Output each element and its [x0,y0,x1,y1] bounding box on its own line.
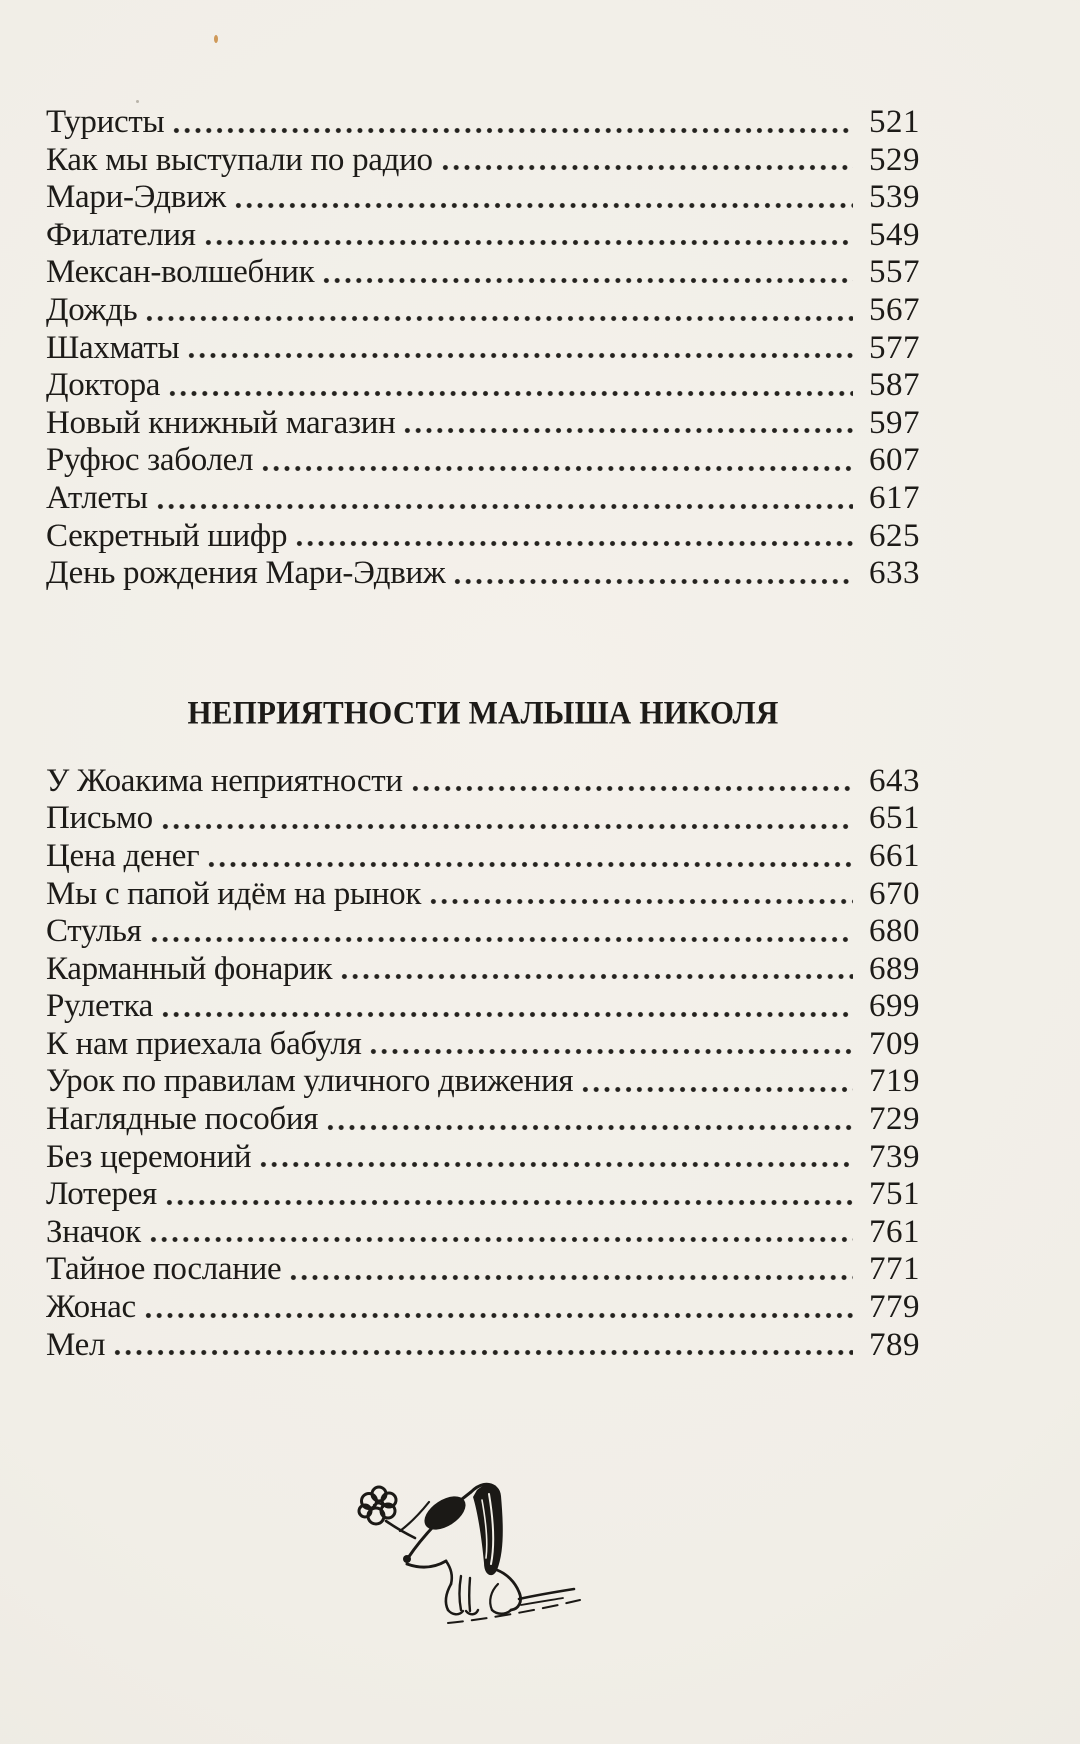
toc-entry-page: 670 [869,875,920,912]
toc-entry-page: 617 [869,479,920,516]
toc-entry-page: 729 [869,1101,920,1138]
toc-entry-page: 699 [869,988,920,1025]
illustration-container [46,1458,920,1678]
dot-leader [148,1214,853,1252]
dot-leader [410,763,853,801]
toc-entry [46,1139,920,1177]
dot-leader [164,1176,853,1214]
toc-entry-page: 625 [869,517,920,554]
toc-entry-title: Стулья [46,913,142,950]
toc-entry-page: 771 [869,1251,920,1288]
toc-entry [46,292,920,330]
dot-leader [260,442,853,480]
toc-entry [46,1251,920,1289]
toc-entry-title: Значок [46,1213,141,1250]
dot-leader [203,217,853,255]
dot-leader [160,800,853,838]
toc-entry [46,800,920,838]
dot-leader [339,951,853,989]
toc-entry-title: Наглядные пособия [46,1101,319,1138]
toc-entry-page: 739 [869,1138,920,1175]
toc-entry-title: Атлеты [46,479,148,516]
dot-leader [325,1101,853,1139]
toc-entry-page: 577 [869,329,920,366]
toc-entry-page: 529 [869,141,920,178]
toc-entry [46,480,920,518]
toc-entry [46,104,920,142]
toc-entry-page: 539 [869,179,920,216]
dot-leader [186,330,853,368]
toc-entry-title: Цена денег [46,837,200,874]
toc-entry [46,876,920,914]
toc-entry-title: Туристы [46,104,165,140]
dot-leader [580,1063,853,1101]
toc-entry [46,1176,920,1214]
section-heading: НЕПРИЯТНОСТИ МАЛЫША НИКОЛЯ [187,693,779,731]
toc-entry-page: 587 [869,367,920,404]
dot-leader [258,1139,853,1177]
toc-entry-title: К нам приехала бабуля [46,1025,362,1062]
dot-leader [402,405,853,443]
paper-speck [136,100,139,103]
dot-leader [428,876,853,914]
dot-leader [233,179,853,217]
toc-entry-page: 557 [869,254,920,291]
toc-entry-page: 597 [869,404,920,441]
dot-leader [368,1026,853,1064]
toc-entry [46,367,920,405]
toc-entry-title: Мексан-волшебник [46,254,315,291]
toc-entry-title: Новый книжный магазин [46,404,396,441]
toc-entry-title: Мари-Эдвиж [46,179,226,216]
toc-entry-title: День рождения Мари-Эдвиж [46,555,446,592]
toc-entry-page: 633 [869,555,920,592]
toc-entry-title: Письмо [46,800,153,837]
toc-entry-title: Карманный фонарик [46,950,333,987]
toc-section-2 [46,763,920,1365]
dot-leader [144,292,853,330]
dot-leader [149,913,853,951]
toc-entry-title: Мы с папой идём на рынок [46,875,422,912]
toc-entry [46,951,920,989]
toc-entry-page: 521 [869,104,920,140]
toc-entry [46,142,920,180]
toc-entry [46,1289,920,1327]
toc-section-1 [46,104,920,593]
toc-entry-page: 761 [869,1213,920,1250]
toc-entry [46,217,920,255]
toc-entry-page: 779 [869,1289,920,1326]
toc-entry [46,763,920,801]
toc-entry-title: Руфюс заболел [46,442,254,479]
toc-entry [46,179,920,217]
toc-entry-title: Шахматы [46,329,180,366]
dot-leader [288,1251,853,1289]
dot-leader [112,1327,853,1365]
toc-entry [46,988,920,1026]
toc-entry-page: 567 [869,291,920,328]
toc-entry-title: Дождь [46,291,138,328]
dog-with-flower-illustration [330,1458,600,1678]
toc-entry [46,518,920,556]
toc-entry [46,913,920,951]
toc-entry-page: 643 [869,762,920,799]
toc-entry [46,1327,920,1365]
toc-entry [46,1026,920,1064]
toc-entry-title: Жонас [46,1289,136,1326]
dot-leader [452,555,853,593]
toc-entry [46,405,920,443]
paper-speck [214,35,218,43]
dot-leader [440,142,853,180]
toc-entry [46,1214,920,1252]
toc-entry-page: 661 [869,837,920,874]
toc-entry [46,555,920,593]
dot-leader [160,988,853,1026]
toc-entry [46,254,920,292]
toc-entry [46,1063,920,1101]
toc-entry-page: 651 [869,800,920,837]
toc-entry-title: Как мы выступали по радио [46,141,433,178]
toc-entry-page: 719 [869,1063,920,1100]
toc-entry [46,838,920,876]
dot-leader [155,480,853,518]
toc-entry-page: 607 [869,442,920,479]
dot-leader [206,838,853,876]
toc-entry-title: Мел [46,1326,106,1363]
toc-entry-title: Без церемоний [46,1138,252,1175]
dot-leader [321,254,853,292]
toc-entry-page: 789 [869,1326,920,1363]
toc-entry-title: Тайное послание [46,1251,282,1288]
toc-entry-page: 689 [869,950,920,987]
toc-entry-title: Доктора [46,367,161,404]
toc-entry [46,442,920,480]
toc-entry-title: Секретный шифр [46,517,288,554]
toc-entry-title: Лотерея [46,1176,157,1213]
toc-entry-page: 709 [869,1025,920,1062]
dot-leader [167,367,853,405]
toc-entry-title: Рулетка [46,988,154,1025]
toc-entry-page: 680 [869,913,920,950]
toc-entry-title: У Жоакима неприятности [46,762,403,799]
toc-entry [46,330,920,368]
toc-entry-title: Урок по правилам уличного движения [46,1063,574,1100]
dot-leader [143,1289,853,1327]
toc-entry-title: Филателия [46,216,196,253]
toc-entry-page: 549 [869,216,920,253]
dot-leader [171,104,853,142]
dot-leader [294,518,853,556]
toc-entry [46,1101,920,1139]
toc-entry-page: 751 [869,1176,920,1213]
